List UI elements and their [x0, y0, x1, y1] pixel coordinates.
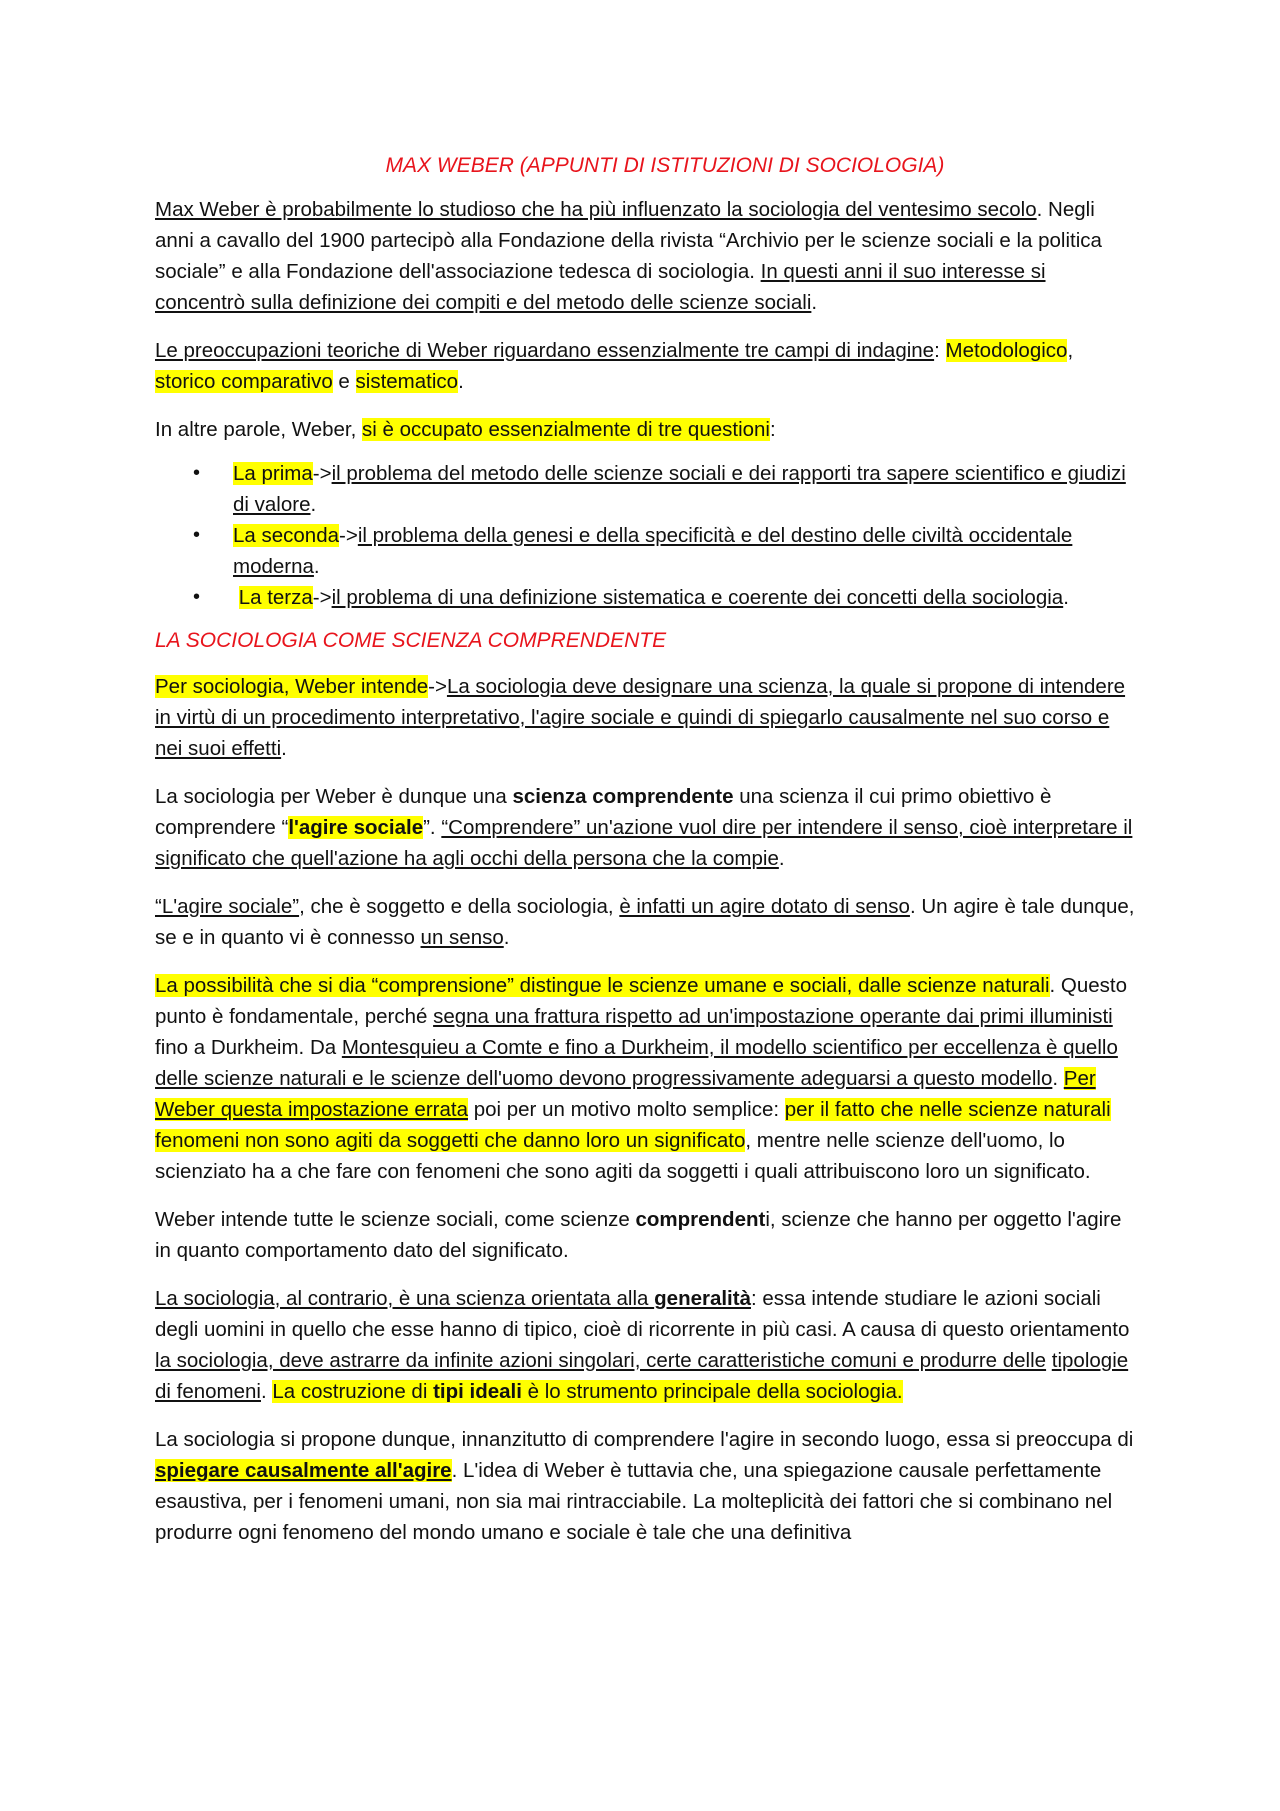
text-run: .: [310, 493, 317, 516]
text-run: il problema di una definizione sistematica e coerente dei concetti della sociologia: [331, 586, 1064, 609]
text-run: fino a Durkheim. Da: [155, 1036, 342, 1059]
list-item: [193, 458, 1135, 520]
paragraph-agire-sociale: [155, 891, 1135, 953]
text-run: .: [811, 291, 818, 314]
highlighted-text: La prima: [233, 462, 313, 485]
text-run: “L'agire sociale”: [155, 895, 300, 918]
text-run: . Un agire è tale dunque, se e in quanto vi è connesso: [155, 895, 1135, 949]
text-run: . L'idea di Weber è tuttavia che, una spiegazione causale perfettamente esaustiva, per i fenomeni umani, non sia mai rintracciabile. La molteplicità dei fattori che si combinano nel produrre ogni fenomeno del mondo umano e sociale è tale che una definitiva: [155, 1459, 1113, 1544]
text-run: Max Weber è probabilmente lo studioso che ha più influenzato la sociologia del ventesimo secolo: [155, 198, 1037, 221]
bullet-icon: •: [193, 462, 201, 484]
highlighted-text: tipi ideali: [433, 1380, 522, 1403]
highlighted-text: La possibilità che si dia “comprensione” distingue le scienze umane e sociali, dalle scienze naturali: [155, 974, 1050, 997]
text-run: .: [1063, 586, 1069, 609]
section-title: LA SOCIOLOGIA COME SCIENZA COMPRENDENTE: [155, 629, 667, 652]
list-item: [193, 520, 1135, 582]
text-run: un senso: [420, 926, 504, 949]
paragraph-comprensione: [155, 970, 1135, 1187]
text-run: ->: [428, 675, 447, 698]
text-run: .: [260, 1380, 273, 1403]
text-run: :: [934, 339, 946, 362]
highlighted-text: Per Weber questa impostazione errata: [155, 1067, 1096, 1121]
text-run: : essa intende studiare le azioni sociali degli uomini in quello che esse hanno di tipico, cioè di ricorrente in più casi. A causa di questo orientamento: [155, 1287, 1130, 1341]
highlighted-text: La costruzione di: [272, 1380, 434, 1403]
text-run: ->: [339, 524, 358, 547]
text-run: e: [332, 370, 356, 393]
highlighted-text: l'agire sociale: [288, 816, 424, 839]
text-run: . Questo punto è fondamentale, perché: [155, 974, 1128, 1028]
highlighted-text: sistematico: [355, 370, 459, 393]
text-run: In questi anni il suo interesse si concentrò sulla definizione dei compiti e del metodo delle scienze sociali: [155, 260, 1046, 314]
text-run: .: [281, 737, 287, 760]
bold-text: comprendent: [635, 1208, 766, 1231]
text-run: .: [313, 555, 320, 578]
text-run: :: [769, 418, 776, 441]
text-run: In altre parole, Weber,: [155, 418, 363, 441]
highlighted-text: spiegare causalmente all'agire: [155, 1459, 452, 1482]
highlighted-text: si è occupato essenzialmente di tre questioni: [362, 418, 770, 441]
text-run: la sociologia, deve astrarre da infinite azioni singolari, certe caratteristiche comuni e produrre delle: [155, 1349, 1047, 1372]
text-run: Weber intende tutte le scienze sociali, come scienze: [155, 1208, 636, 1231]
text-run: ,: [1067, 339, 1074, 362]
text-run: .: [1052, 1067, 1064, 1090]
text-run: “Comprendere” un'azione vuol dire per intendere il senso, cioè interpretare il significato che quell'azione ha agli occhi della persona che la compie: [155, 816, 1133, 870]
highlighted-text: La seconda: [233, 524, 340, 547]
text-run: , che è soggetto e della sociologia,: [299, 895, 620, 918]
text-run: il problema della genesi e della specificità e del destino delle civiltà occidentale moderna: [233, 524, 1073, 578]
bullet-icon: •: [193, 524, 201, 546]
text-run: .: [458, 370, 464, 393]
bold-text: scienza comprendente: [512, 785, 734, 808]
text-run: .: [503, 926, 510, 949]
paragraph-comprendente: [155, 781, 1135, 874]
document-body: [155, 152, 1135, 1565]
highlighted-text: per il fatto che nelle scienze naturali fenomeni non sono agiti da soggetti che danno loro un significato: [155, 1098, 1111, 1152]
text-run: i, scienze che hanno per oggetto l'agire in quanto comportamento dato del significato.: [155, 1208, 1122, 1262]
text-run: La sociologia, al contrario, è una scienza orientata alla: [155, 1287, 655, 1310]
paragraph-scienze-comprendenti: [155, 1204, 1135, 1266]
paragraph-spiegare: [155, 1424, 1135, 1548]
text-run: Le preoccupazioni teoriche di Weber riguardano essenzialmente tre campi di indagine: [155, 339, 935, 362]
text-run: una scienza il cui primo obiettivo è comprendere “: [155, 785, 1052, 839]
questions-list: [155, 458, 1135, 613]
text-run: , mentre nelle scienze dell'uomo, lo scienziato ha a che fare con fenomeni che sono agiti da soggetti i quali attribuiscono loro un significato.: [155, 1129, 1091, 1183]
text-run: .: [778, 847, 785, 870]
paragraph-generalita: [155, 1283, 1135, 1407]
paragraph-definition: [155, 671, 1135, 764]
text-run: La sociologia si propone dunque, innanzitutto di comprendere l'agire in secondo luogo, essa si preoccupa di: [155, 1428, 1134, 1451]
text-run: ->: [312, 586, 332, 609]
text-run: La sociologia per Weber è dunque una: [155, 785, 513, 808]
list-item: [193, 582, 1135, 613]
text-run: ->: [312, 462, 332, 485]
bold-text: generalità: [654, 1287, 751, 1310]
text-run: ”.: [423, 816, 442, 839]
text-run: La sociologia deve designare una scienza, la quale si propone di intendere in virtù di un procedimento interpretativo, l'agire sociale e quindi di spiegarlo causalmente nel suo corso e nei suoi effetti: [155, 675, 1126, 760]
paragraph-intro: [155, 194, 1135, 318]
text-run: Montesquieu a Comte e fino a Durkheim, il modello scientifico per eccellenza è quello delle scienze naturali e le scienze dell'uomo devono progressivamente adeguarsi a questo modello: [155, 1036, 1118, 1090]
highlighted-text: storico comparativo: [155, 370, 333, 393]
highlighted-text: è lo strumento principale della sociologia.: [521, 1380, 903, 1403]
paragraph-questions: [155, 414, 1135, 445]
document-title: MAX WEBER (APPUNTI DI ISTITUZIONI DI SOCIOLOGIA): [385, 154, 945, 177]
text-run: il problema del metodo delle scienze sociali e dei rapporti tra sapere scientifico e giudizi di valore: [233, 462, 1126, 516]
text-run: poi per un motivo molto semplice:: [468, 1098, 785, 1121]
text-run: tipologie di fenomeni: [155, 1349, 1129, 1403]
text-run: segna una frattura rispetto ad un'impostazione operante dai primi illuministi: [433, 1005, 1113, 1028]
highlighted-text: La terza: [238, 586, 313, 609]
highlighted-text: Per sociologia, Weber intende: [155, 675, 429, 698]
paragraph-fields: [155, 335, 1135, 397]
highlighted-text: Metodologico: [945, 339, 1068, 362]
text-run: . Negli anni a cavallo del 1900 partecipò alla Fondazione della rivista “Archivio per le scienze sociali e la politica sociale” e alla Fondazione dell'associazione tedesca di sociologia.: [155, 198, 1102, 283]
bullet-icon: •: [193, 586, 201, 608]
text-run: è infatti un agire dotato di senso: [619, 895, 910, 918]
